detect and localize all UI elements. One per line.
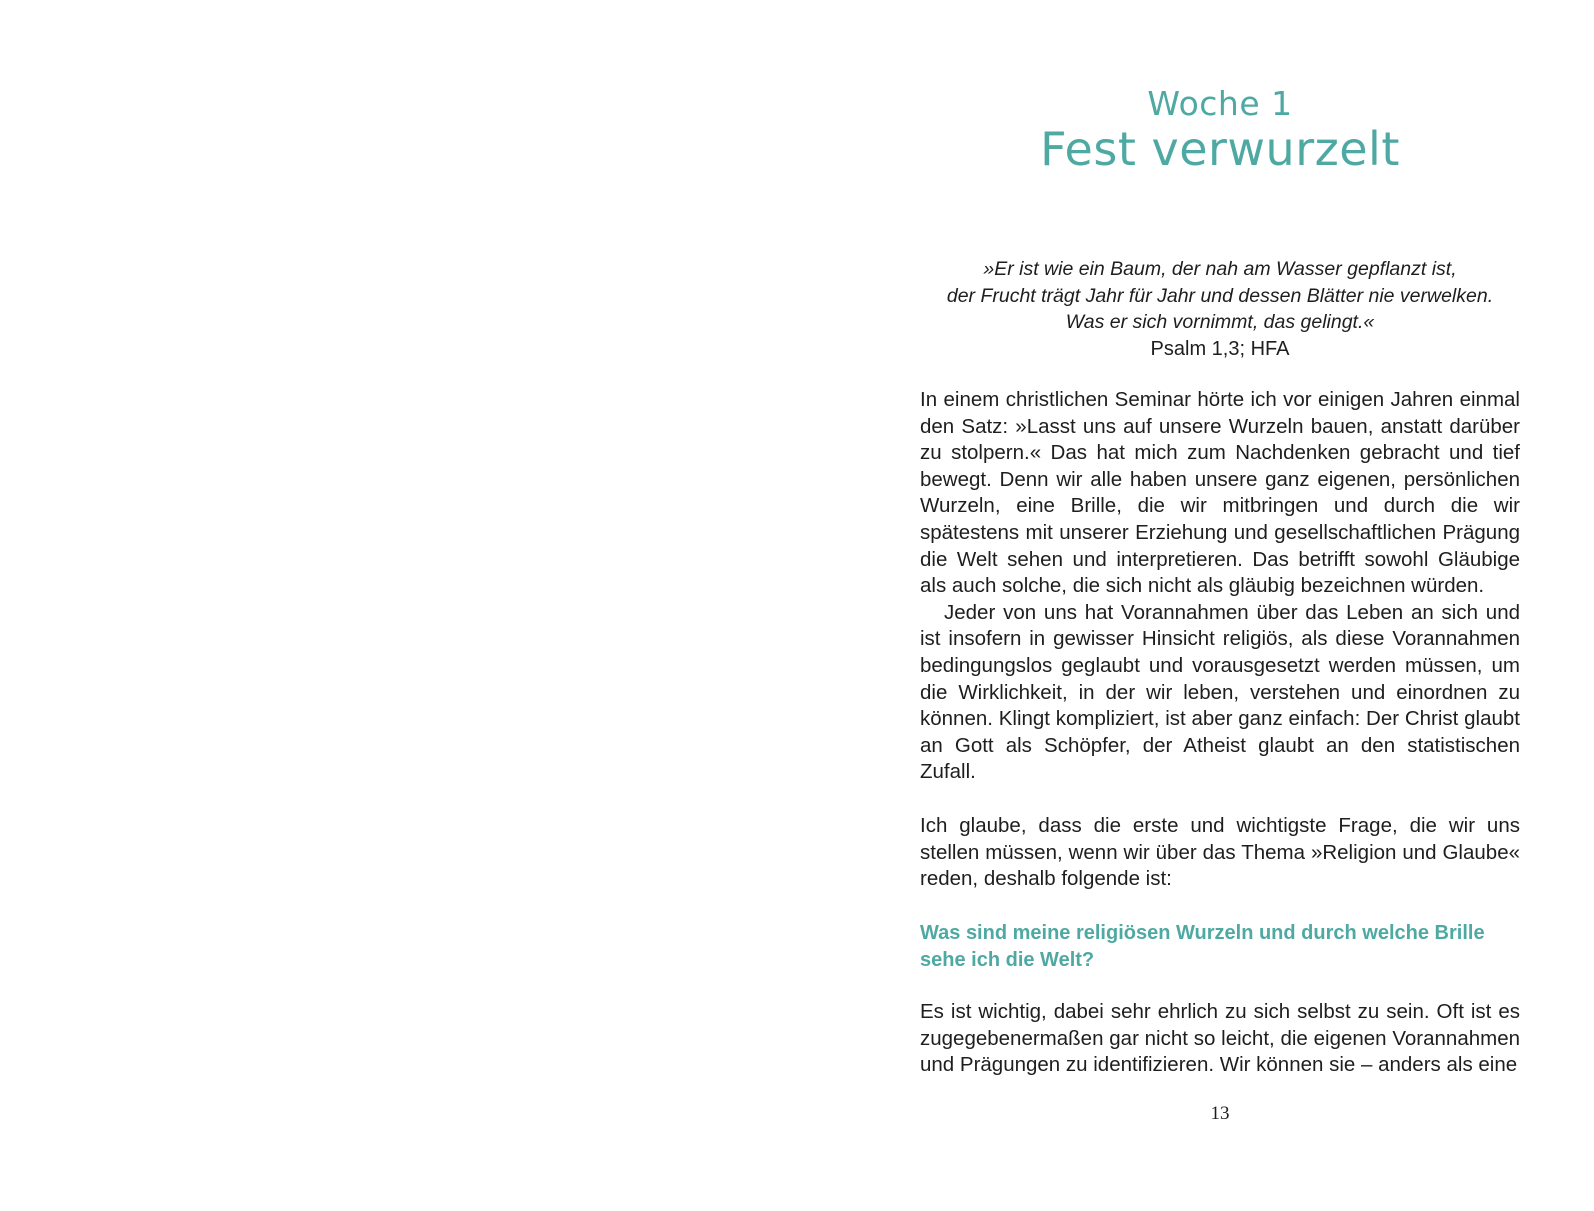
body-paragraph-2: Jeder von uns hat Vorannahmen über das Leben an sich und ist insofern in gewisser Hinsicht religiös, als diese Vorannahmen bedingungslos geglaubt und vorausgesetzt werden müssen, um die Wirklichkeit, in der wir leben, verstehen und einordnen zu können. Klingt kompliziert, ist aber ganz einfach: Der Christ glaubt an Gott als Schöpfer, der Atheist glaubt an den statistischen Zufall. <box>920 600 1520 784</box>
epigraph-line-1: »Er ist wie ein Baum, der nah am Wasser gepflanzt ist, <box>983 258 1457 280</box>
chapter-title: Fest verwurzelt <box>1040 122 1400 176</box>
body-paragraph-1-text: In einem christlichen Seminar hörte ich vor einigen Jahren einmal den Satz: »Lasst uns auf unsere Wurzeln bauen, anstatt darüber zu stolpern.« Das hat mich zum Nachdenken gebracht und tief bewegt. Denn wir alle haben unsere ganz eigenen, persönlichen Wurzeln, eine Brille, die wir mitbringen und durch die wir spätestens mit unserer Erziehung und gesellschaftlichen Prägung die Welt sehen und interpretieren. Das betrifft sowohl Gläubige als auch solche, die sich nicht als gläubig bezeichnen würden. <box>920 388 1520 598</box>
epigraph-line-3: Was er sich vornimmt, das gelingt.« <box>1065 311 1375 334</box>
chapter-label: Woche 1 <box>1147 84 1293 123</box>
epigraph-line-2: der Frucht trägt Jahr für Jahr und dessen Blätter nie verwelken. <box>946 284 1494 307</box>
body-paragraph-3: Ich glaube, dass die erste und wichtigste Frage, die wir uns stellen müssen, wenn wir über das Thema »Religion und Glaube« reden, deshalb folgende ist: <box>920 814 1520 891</box>
epigraph-reference: Psalm 1,3; HFA <box>1150 337 1290 360</box>
body-paragraph-4: Es ist wichtig, dabei sehr ehrlich zu sich selbst zu sein. Oft ist es zugegebenermaßen gar nicht so leicht, die eigenen Vorannahmen und Prägungen zu identifizieren. Wir können sie – anders als eine <box>920 1000 1520 1077</box>
highlighted-question: Was sind meine religiösen Wurzeln und durch welche Brille sehe ich die Welt? <box>920 922 1485 971</box>
body-paragraph-1 <box>920 387 1520 786</box>
page-number: 13 <box>1210 1103 1230 1124</box>
epigraph <box>920 256 1520 362</box>
